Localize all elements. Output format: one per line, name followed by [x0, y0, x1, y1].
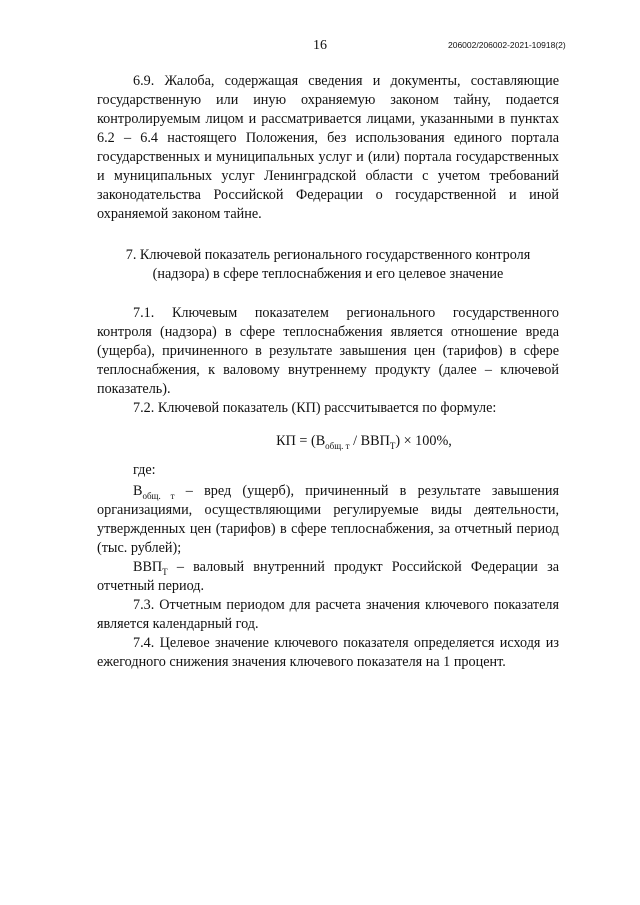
formula-right: ) × 100%,	[395, 433, 452, 449]
definition-v	[97, 482, 559, 558]
formula-middle: / ВВП	[349, 433, 390, 449]
formula-sub-2: Т	[389, 440, 396, 451]
where-label: где:	[133, 462, 156, 478]
section-7-title	[97, 246, 559, 284]
definition-vvp	[97, 558, 559, 596]
document-code: 206002/206002-2021-10918(2)	[448, 40, 566, 50]
document-body	[97, 72, 559, 672]
definition-v-text: – вред (ущерб), причиненный в результате завышения организациями, осуществляющими регулируемые виды деятельности, утвержденных цен (тарифов) в сфере теплоснабжения, за отчетный период (тыс. рублей);	[97, 483, 559, 556]
paragraph-7-1: 7.1. Ключевым показателем регионального государственного контроля (надзора) в сфере теплоснабжения является отношение вреда (ущерба), причиненного в результате завышения цен (тарифов) в сфере теплоснабжения, к валовому внутреннему продукту (далее – ключевой показатель).	[97, 305, 559, 397]
section-7-title-line-1: 7. Ключевой показатель регионального государственного контроля	[125, 247, 531, 263]
definition-v-symbol: В	[133, 483, 143, 499]
page-number: 16	[313, 38, 327, 53]
definition-v-sub: общ. т	[142, 490, 175, 501]
definition-vvp-symbol: ВВП	[133, 559, 163, 575]
kp-formula	[169, 432, 559, 451]
paragraph-7-2: 7.2. Ключевой показатель (КП) рассчитывается по формуле:	[133, 400, 497, 416]
definition-vvp-sub: Т	[162, 566, 168, 577]
formula-left: КП = (В	[276, 433, 326, 449]
paragraph-7-3: 7.3. Отчетным периодом для расчета значения ключевого показателя является календарный год.	[97, 597, 559, 632]
paragraph-6-9: 6.9. Жалоба, содержащая сведения и документы, составляющие государственную или иную охраняемую законом тайну, подается контролируемым лицом и рассматривается лицами, указанными в пунктах 6.2 – 6.4 настоящего Положения, без использования единого портала государственных и муниципальных услуг и (или) портала государственных и муниципальных услуг Ленинградской области с учетом требований законодательства Российской Федерации о государственной и иной охраняемой законом тайне.	[97, 73, 559, 222]
paragraph-7-4: 7.4. Целевое значение ключевого показателя определяется исходя из ежегодного снижения значения ключевого показателя на 1 процент.	[97, 635, 559, 670]
section-7-title-line-2: (надзора) в сфере теплоснабжения и его целевое значение	[152, 266, 504, 282]
definition-vvp-text: – валовый внутренний продукт Российской Федерации за отчетный период.	[97, 559, 559, 594]
formula-sub-1: общ. т	[325, 440, 350, 451]
